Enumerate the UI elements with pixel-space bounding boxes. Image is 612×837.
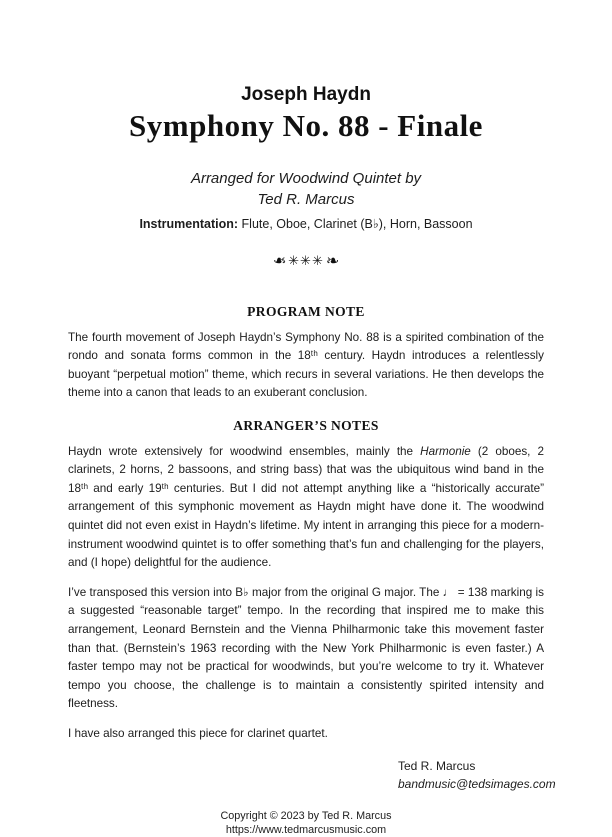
website-line: https://www.tedmarcusmusic.com [225,823,387,836]
arrangers-notes-para1-pre: Haydn wrote extensively for woodwind ensembles, mainly the [68,444,421,458]
program-note-body: The fourth movement of Joseph Haydn’s Symphony No. 88 is a spirited combination of the rondo and sonata forms common in the 18ᵗʰ century. Haydn introduces a relentlessly buoyant “perpetual motion” theme, which recurs in several variations. He then develops the theme into a canon that leads to an exuberant conclusion. [68,330,544,400]
footer-block [68,810,544,837]
signature-name: Ted R. Marcus [398,759,476,774]
instrumentation-value: Flute, Oboe, Clarinet (B♭), Horn, Bassoon [238,217,473,231]
arrangers-notes-para3: I have also arranged this piece for clarinet quartet. [68,726,328,740]
signature-email: bandmusic@tedsimages.com [398,777,556,792]
ornament-divider [0,251,612,271]
arranger-credit-line: Arranged for Woodwind Quintet by [190,170,422,187]
arrangers-notes-para1 [68,443,544,573]
notes-content [68,303,556,837]
copyright-line: Copyright © 2023 by Ted R. Marcus [220,810,392,823]
page-title: Symphony No. 88 - Finale [129,108,483,143]
fleuron-right-icon: ❧ [325,253,340,270]
asterisk-stars-icon: ✳✳✳ [288,253,324,268]
fleuron-left-icon: ❧ [272,253,287,270]
arrangers-notes-heading: ARRANGER’S NOTES [233,417,379,433]
arranger-name-line: Ted R. Marcus [257,191,355,208]
signature-block [398,757,556,793]
program-note-heading: PROGRAM NOTE [247,304,365,319]
instrumentation-label: Instrumentation: [139,217,239,231]
arrangers-notes-para1-post: (2 oboes, 2 clarinets, 2 horns, 2 bassoons, and string bass) that was the ubiquitous wind band in the 18ᵗʰ and early 19ᵗʰ centuries. But I did not attempt anything like a “historically accurate” arrangement of this symphonic movement as Haydn might have done it. The woodwind quintet did not even exist in Haydn’s lifetime. My intent in arranging this piece for a modern-instrument woodwind quintet is to offer something that’s fun and challenging for the players, and (I hope) delightful for the audience. [68,444,545,570]
instrumentation-line [0,216,612,231]
composer-name: Joseph Haydn [241,84,371,105]
arrangers-notes-para2: I’ve transposed this version into B♭ major from the original G major. The ♩ = 138 marking is a suggested “reasonable target” tempo. In the recording that inspired me to make this arrangement, Leonard Bernstein and the Vienna Philharmonic take this movement faster than that. (Bernstein’s 1963 recording with the New York Philharmonic is even faster.) A faster tempo may not be practical for woodwinds, but you’re welcome to try it. Whatever tempo you choose, the challenge is to maintain a consistently spirited intensity and fleetness. [68,585,544,711]
harmonie-term: Harmonie [420,444,471,458]
